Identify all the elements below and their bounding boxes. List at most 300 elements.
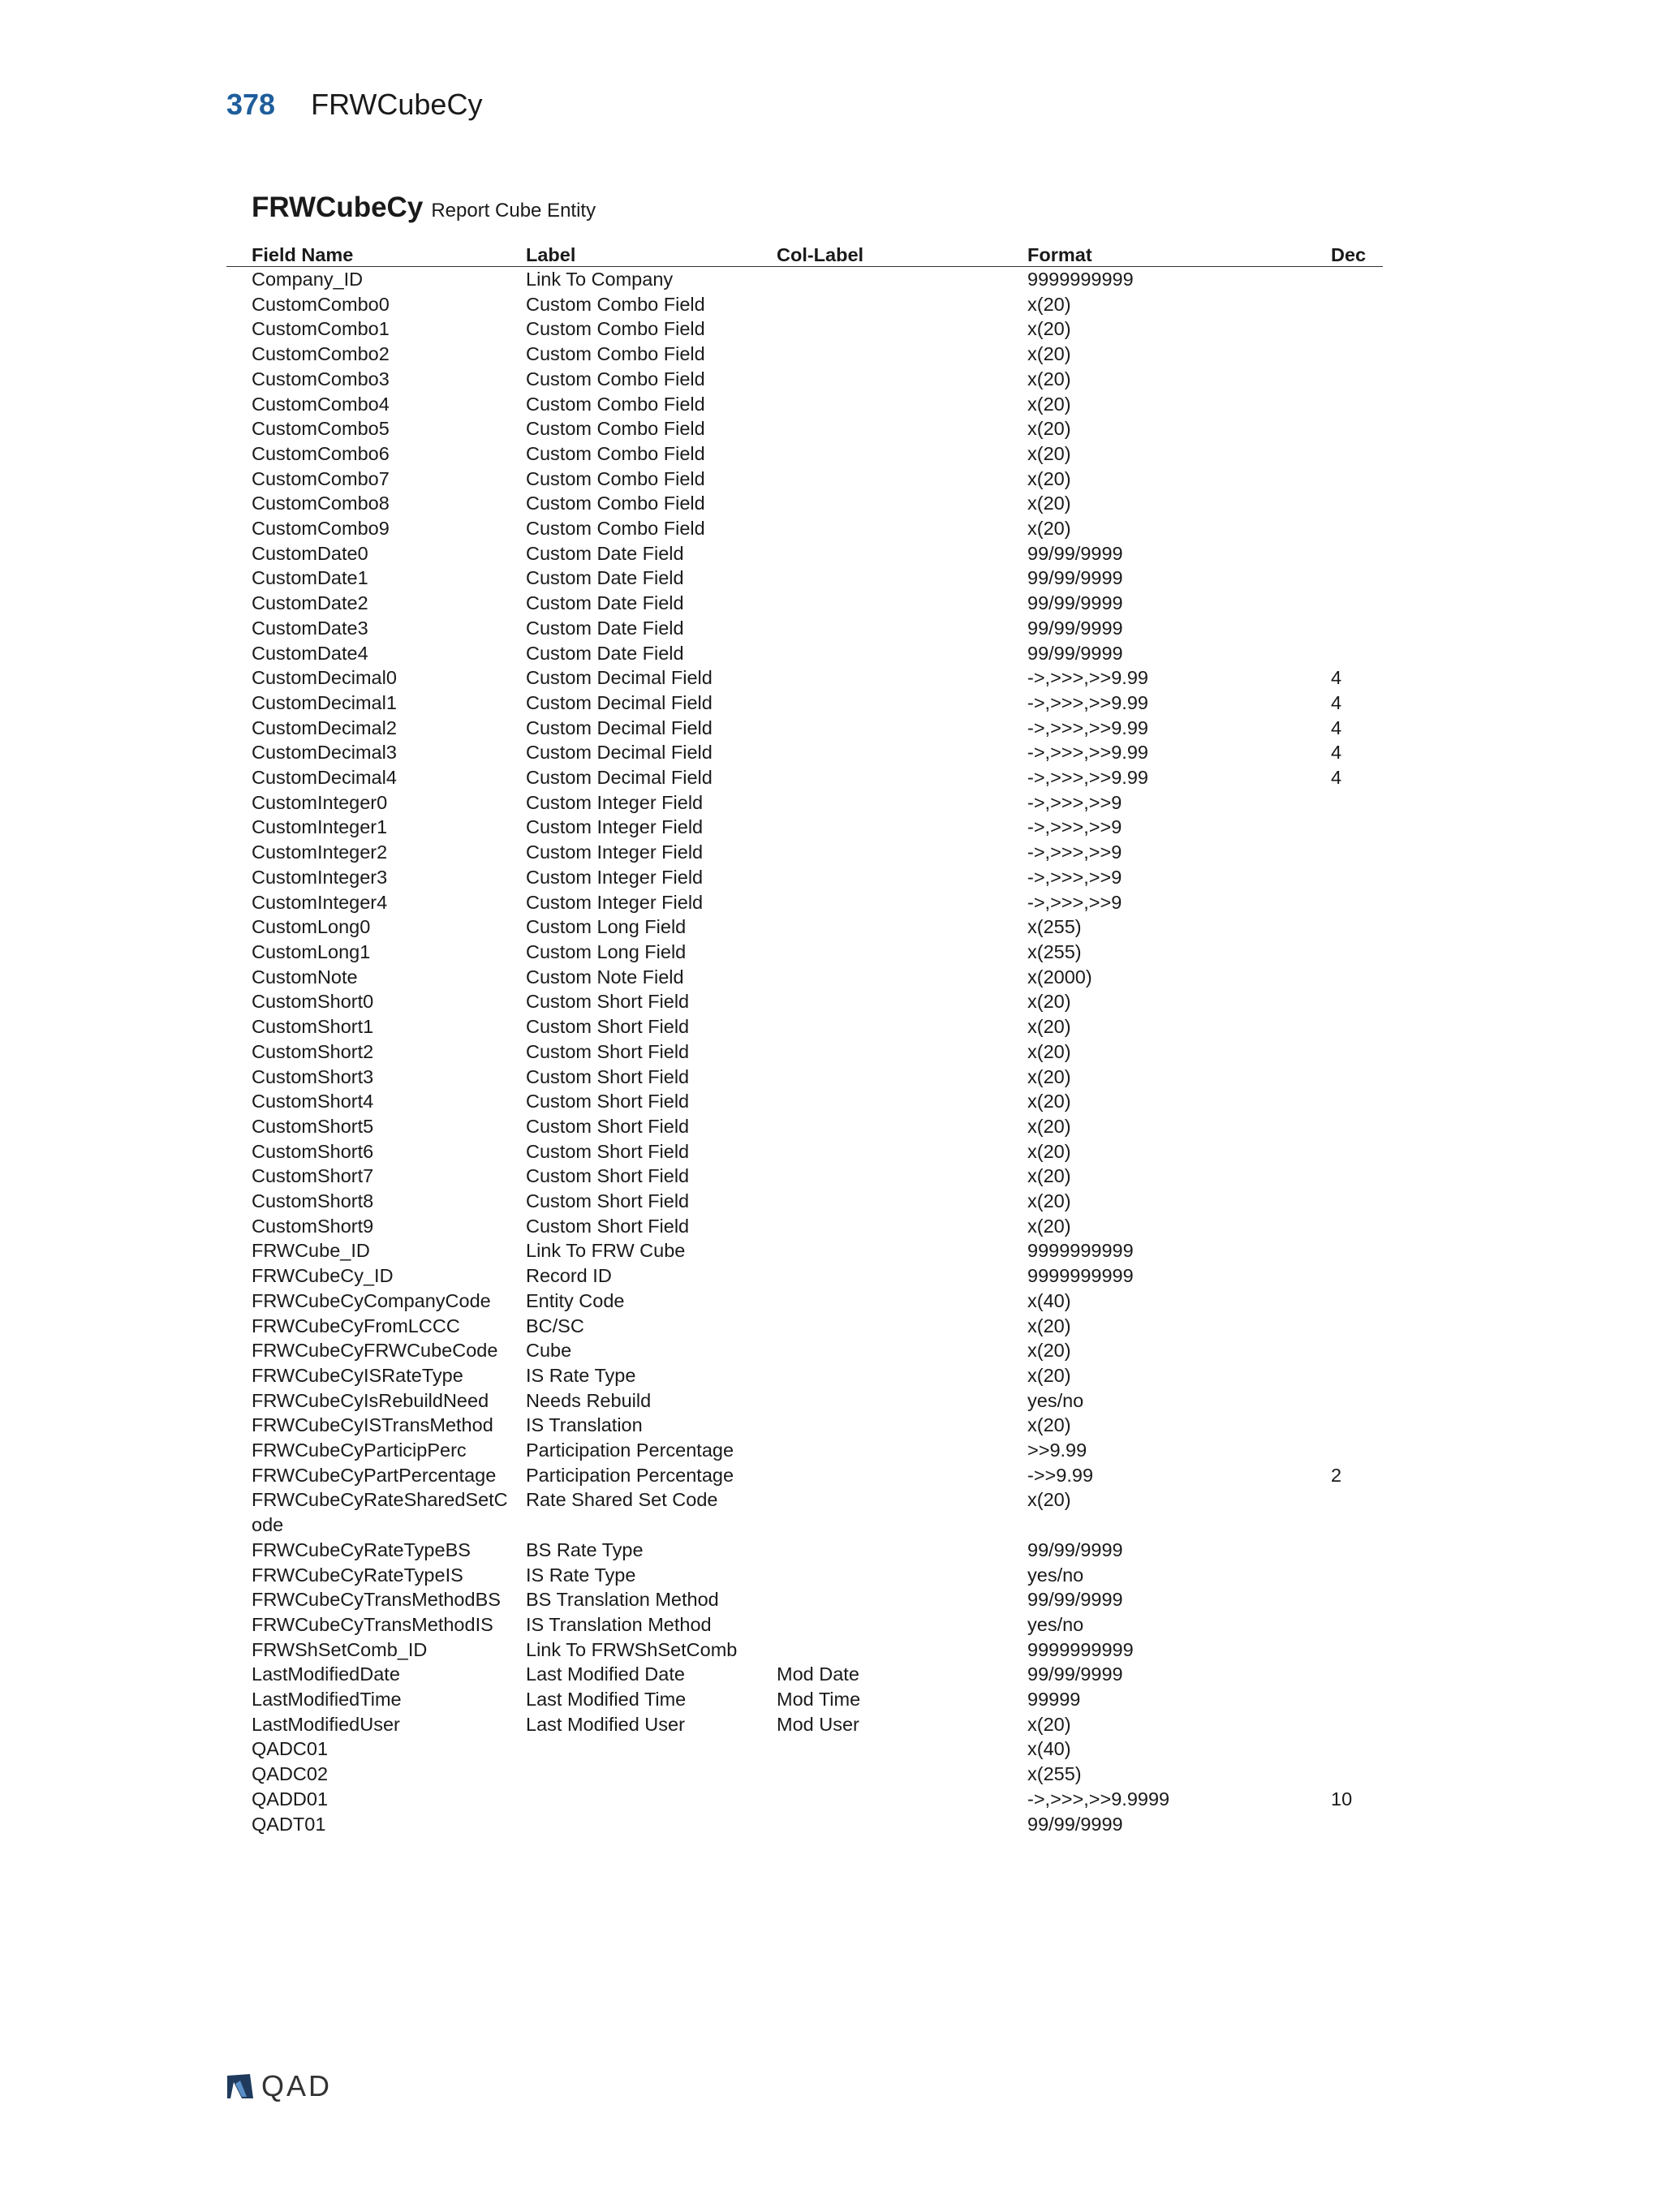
label-cell: IS Translation xyxy=(526,1414,643,1436)
format-cell: ->,>>>,>>9 xyxy=(1027,816,1122,838)
dec-cell xyxy=(1331,1238,1383,1263)
dec-cell xyxy=(1331,1114,1383,1139)
field-name-cell: QADC01 xyxy=(252,1738,329,1760)
col-label-cell xyxy=(769,865,1019,890)
col-label-cell xyxy=(769,1587,1019,1612)
label-cell: Custom Date Field xyxy=(526,567,684,589)
col-label-cell xyxy=(769,1637,1019,1663)
label-cell: Participation Percentage xyxy=(526,1440,734,1461)
label-cell: Custom Combo Field xyxy=(526,518,705,540)
format-cell: x(20) xyxy=(1027,1489,1071,1511)
format-cell: 99/99/9999 xyxy=(1027,1539,1123,1560)
field-name-cell: CustomDate1 xyxy=(252,567,368,589)
table-row xyxy=(226,1189,1383,1214)
dec-cell xyxy=(1331,940,1383,965)
format-cell: x(20) xyxy=(1027,467,1071,489)
label-cell: Custom Decimal Field xyxy=(526,767,713,789)
label-cell: Rate Shared Set Code xyxy=(526,1489,718,1511)
label-cell: Custom Integer Field xyxy=(526,816,704,838)
col-label-cell xyxy=(769,1563,1019,1588)
format-cell: 99999 xyxy=(1027,1689,1081,1711)
format-cell: x(255) xyxy=(1027,940,1082,962)
dec-cell xyxy=(1331,267,1383,292)
column-header-label: Label xyxy=(518,242,769,267)
table-row xyxy=(226,691,1383,716)
field-name-cell: LastModifiedTime xyxy=(252,1689,402,1711)
col-label-cell xyxy=(769,740,1019,765)
dec-cell xyxy=(1331,840,1383,865)
format-cell: x(20) xyxy=(1027,1065,1071,1087)
dec-cell xyxy=(1331,1065,1383,1090)
col-label-cell xyxy=(769,1736,1019,1762)
dec-cell: 4 xyxy=(1331,742,1342,764)
label-cell xyxy=(518,1787,769,1812)
table-row xyxy=(226,566,1383,591)
table-header-row xyxy=(226,242,1383,267)
field-name-cell: CustomDecimal2 xyxy=(252,717,397,738)
label-cell: BC/SC xyxy=(526,1315,584,1336)
label-cell: Custom Combo Field xyxy=(526,318,705,340)
table-row xyxy=(226,1338,1383,1363)
format-cell: x(20) xyxy=(1027,318,1071,340)
format-cell: 99/99/9999 xyxy=(1027,542,1123,564)
label-cell: Custom Integer Field xyxy=(526,891,704,913)
dec-cell xyxy=(1331,1438,1383,1463)
format-cell: x(20) xyxy=(1027,1091,1071,1112)
table-name: FRWCubeCy xyxy=(252,192,424,223)
field-name-cell: CustomShort2 xyxy=(252,1040,374,1062)
field-name-cell: FRWCubeCyTransMethodIS xyxy=(252,1613,493,1635)
label-cell: Last Modified Date xyxy=(526,1663,685,1685)
col-label-cell xyxy=(769,1314,1019,1339)
table-row xyxy=(226,441,1383,467)
format-cell: x(20) xyxy=(1027,368,1071,389)
qad-logo xyxy=(226,2069,333,2102)
table-row xyxy=(226,1587,1383,1612)
label-cell: Custom Combo Field xyxy=(526,343,705,365)
table-row xyxy=(226,1736,1383,1762)
format-cell: 9999999999 xyxy=(1027,1265,1134,1287)
table-row xyxy=(226,940,1383,965)
format-cell: x(20) xyxy=(1027,1414,1071,1436)
field-name-cell: CustomCombo1 xyxy=(252,318,390,340)
label-cell: Custom Short Field xyxy=(526,1190,690,1212)
field-name-cell: QADC02 xyxy=(252,1763,329,1785)
label-cell: Custom Short Field xyxy=(526,1016,690,1038)
label-cell: Custom Date Field xyxy=(526,617,684,639)
label-cell: Cube xyxy=(526,1340,572,1362)
col-label-cell xyxy=(769,342,1019,367)
label-cell: Link To Company xyxy=(526,269,674,290)
field-name-cell: CustomCombo8 xyxy=(252,493,390,514)
col-label-cell xyxy=(769,790,1019,816)
table-row xyxy=(226,840,1383,865)
dec-cell xyxy=(1331,1612,1383,1637)
field-name-cell: CustomCombo3 xyxy=(252,368,390,389)
dec-cell xyxy=(1331,441,1383,467)
dec-cell: 2 xyxy=(1331,1464,1342,1486)
col-label-cell xyxy=(769,691,1019,716)
format-cell: ->,>>>,>>9 xyxy=(1027,791,1122,813)
field-name-cell: FRWCubeCyTransMethodBS xyxy=(252,1589,501,1611)
col-label-cell xyxy=(769,1214,1019,1239)
field-name-cell: CustomShort3 xyxy=(252,1065,374,1087)
format-cell: x(20) xyxy=(1027,1713,1071,1735)
label-cell: Custom Decimal Field xyxy=(526,691,713,713)
format-cell: x(20) xyxy=(1027,518,1071,540)
label-cell: Custom Integer Field xyxy=(526,866,704,888)
col-label-cell xyxy=(769,1612,1019,1637)
field-name-cell: FRWCubeCyRateSharedSetCode xyxy=(252,1489,508,1536)
dec-cell xyxy=(1331,1637,1383,1663)
field-name-cell: FRWCubeCyIsRebuildNeed xyxy=(252,1389,489,1411)
field-name-cell: FRWCubeCyPartPercentage xyxy=(252,1464,497,1486)
label-cell: Record ID xyxy=(526,1265,612,1287)
format-cell: ->,>>>,>>9.99 xyxy=(1027,717,1148,738)
format-cell: 99/99/9999 xyxy=(1027,617,1123,639)
field-name-cell: CustomInteger1 xyxy=(252,816,388,838)
field-name-cell: CustomCombo5 xyxy=(252,418,390,440)
dec-cell xyxy=(1331,1687,1383,1712)
col-label-cell xyxy=(769,1388,1019,1414)
dec-cell: 4 xyxy=(1331,691,1342,713)
table-row xyxy=(226,641,1383,666)
field-name-cell: FRWCube_ID xyxy=(252,1240,370,1262)
field-name-cell: CustomCombo6 xyxy=(252,442,390,464)
table-row xyxy=(226,1289,1383,1314)
label-cell: Custom Long Field xyxy=(526,916,687,938)
col-label-cell xyxy=(769,914,1019,940)
col-label-cell xyxy=(769,1114,1019,1139)
label-cell: Custom Combo Field xyxy=(526,467,705,489)
label-cell: Custom Long Field xyxy=(526,940,687,962)
dec-cell xyxy=(1331,367,1383,392)
table-row xyxy=(226,890,1383,915)
field-name-cell: CustomLong1 xyxy=(252,940,371,962)
dec-cell xyxy=(1331,1314,1383,1339)
format-cell: ->,>>>,>>9.99 xyxy=(1027,691,1148,713)
field-name-cell: Company_ID xyxy=(252,269,364,290)
table-row xyxy=(226,416,1383,441)
table-row xyxy=(226,1139,1383,1164)
format-cell: x(20) xyxy=(1027,1040,1071,1062)
dec-cell xyxy=(1331,641,1383,666)
field-name-cell: FRWCubeCyParticipPerc xyxy=(252,1440,467,1461)
table-row xyxy=(226,1787,1383,1812)
field-name-cell: CustomShort1 xyxy=(252,1016,374,1038)
dec-cell xyxy=(1331,491,1383,516)
table-description: Report Cube Entity xyxy=(431,200,596,222)
label-cell xyxy=(518,1736,769,1762)
col-label-cell xyxy=(769,1413,1019,1438)
col-label-cell xyxy=(769,815,1019,840)
dec-cell xyxy=(1331,1662,1383,1687)
dec-cell: 4 xyxy=(1331,667,1342,689)
dec-cell xyxy=(1331,1263,1383,1289)
col-label-cell xyxy=(769,1787,1019,1812)
col-label-cell xyxy=(769,1762,1019,1787)
format-cell: 99/99/9999 xyxy=(1027,1813,1123,1835)
dec-cell xyxy=(1331,566,1383,591)
table-row xyxy=(226,865,1383,890)
column-header-format: Format xyxy=(1019,242,1331,267)
dec-cell xyxy=(1331,1363,1383,1388)
dec-cell xyxy=(1331,1538,1383,1563)
table-row xyxy=(226,1388,1383,1414)
field-name-cell: CustomShort8 xyxy=(252,1190,374,1212)
table-row xyxy=(226,1363,1383,1388)
dec-cell xyxy=(1331,1413,1383,1438)
page-header-title: FRWCubeCy xyxy=(311,88,483,121)
dec-cell xyxy=(1331,541,1383,566)
field-name-cell: LastModifiedDate xyxy=(252,1663,400,1685)
dec-cell xyxy=(1331,316,1383,342)
label-cell: Custom Short Field xyxy=(526,1165,690,1187)
table-row xyxy=(226,1538,1383,1563)
col-label-cell: Mod Date xyxy=(777,1663,859,1685)
field-name-cell: LastModifiedUser xyxy=(252,1713,400,1735)
format-cell: x(40) xyxy=(1027,1738,1071,1760)
label-cell: BS Rate Type xyxy=(526,1539,644,1560)
field-name-cell: CustomShort5 xyxy=(252,1115,374,1137)
col-label-cell xyxy=(769,1189,1019,1214)
col-label-cell xyxy=(769,965,1019,990)
format-cell: 99/99/9999 xyxy=(1027,592,1123,614)
col-label-cell xyxy=(769,1089,1019,1114)
dec-cell xyxy=(1331,1014,1383,1039)
format-cell: 9999999999 xyxy=(1027,269,1134,290)
format-cell: x(2000) xyxy=(1027,966,1092,988)
col-label-cell xyxy=(769,416,1019,441)
field-name-cell: CustomInteger4 xyxy=(252,891,388,913)
col-label-cell xyxy=(769,1014,1019,1039)
format-cell: x(20) xyxy=(1027,343,1071,365)
field-name-cell: CustomInteger2 xyxy=(252,841,388,863)
format-cell: ->,>>>,>>9.9999 xyxy=(1027,1788,1170,1810)
format-cell: yes/no xyxy=(1027,1613,1084,1635)
format-cell: ->,>>>,>>9 xyxy=(1027,891,1122,913)
table-row xyxy=(226,1563,1383,1588)
dec-cell xyxy=(1331,1089,1383,1114)
format-cell: x(20) xyxy=(1027,293,1071,315)
column-header-col-label: Col-Label xyxy=(769,242,1019,267)
dec-cell xyxy=(1331,1487,1383,1537)
dec-cell xyxy=(1331,1587,1383,1612)
label-cell: Custom Decimal Field xyxy=(526,742,713,764)
col-label-cell xyxy=(769,616,1019,641)
table-row xyxy=(226,1089,1383,1114)
dec-cell xyxy=(1331,1214,1383,1239)
field-name-cell: QADT01 xyxy=(252,1813,326,1835)
format-cell: x(20) xyxy=(1027,1165,1071,1187)
label-cell: IS Rate Type xyxy=(526,1564,636,1586)
table-row xyxy=(226,1039,1383,1065)
field-name-cell: CustomDate0 xyxy=(252,542,368,564)
dec-cell xyxy=(1331,790,1383,816)
format-cell: 99/99/9999 xyxy=(1027,1589,1123,1611)
col-label-cell xyxy=(769,1363,1019,1388)
dec-cell xyxy=(1331,1388,1383,1414)
label-cell: IS Rate Type xyxy=(526,1364,636,1386)
table-title xyxy=(252,192,596,224)
table-row xyxy=(226,342,1383,367)
col-label-cell xyxy=(769,316,1019,342)
dec-cell: 4 xyxy=(1331,717,1342,738)
label-cell: Custom Short Field xyxy=(526,1065,690,1087)
col-label-cell xyxy=(769,1139,1019,1164)
dec-cell xyxy=(1331,865,1383,890)
field-name-cell: FRWShSetComb_ID xyxy=(252,1638,428,1660)
dec-cell: 10 xyxy=(1331,1788,1353,1810)
col-label-cell xyxy=(769,641,1019,666)
page-header xyxy=(226,88,482,128)
field-name-cell: FRWCubeCyISTransMethod xyxy=(252,1414,493,1436)
field-name-cell: CustomInteger0 xyxy=(252,791,388,813)
field-table xyxy=(226,242,1383,1836)
dec-cell xyxy=(1331,392,1383,417)
col-label-cell xyxy=(769,940,1019,965)
table-row xyxy=(226,616,1383,641)
field-name-cell: CustomDate2 xyxy=(252,592,368,614)
col-label-cell xyxy=(769,292,1019,317)
table-row xyxy=(226,1762,1383,1787)
col-label-cell xyxy=(769,591,1019,616)
format-cell: x(20) xyxy=(1027,393,1071,415)
label-cell: IS Translation Method xyxy=(526,1613,712,1635)
label-cell: Custom Note Field xyxy=(526,966,684,988)
label-cell: Custom Combo Field xyxy=(526,493,705,514)
table-row xyxy=(226,765,1383,790)
format-cell: 9999999999 xyxy=(1027,1638,1134,1660)
page-number: 378 xyxy=(226,88,276,121)
format-cell: ->,>>>,>>9.99 xyxy=(1027,767,1148,789)
label-cell: Custom Date Field xyxy=(526,592,684,614)
label-cell: Participation Percentage xyxy=(526,1464,734,1486)
field-name-cell: CustomCombo0 xyxy=(252,293,390,315)
format-cell: x(20) xyxy=(1027,991,1071,1013)
field-name-cell: CustomDecimal3 xyxy=(252,742,397,764)
field-name-cell: CustomShort0 xyxy=(252,991,374,1013)
field-name-cell: CustomShort4 xyxy=(252,1091,374,1112)
format-cell: ->>9.99 xyxy=(1027,1464,1094,1486)
dec-cell xyxy=(1331,815,1383,840)
column-header-dec: Dec xyxy=(1331,242,1383,267)
table-row xyxy=(226,1637,1383,1663)
format-cell: x(20) xyxy=(1027,418,1071,440)
format-cell: x(20) xyxy=(1027,1115,1071,1137)
dec-cell xyxy=(1331,1139,1383,1164)
col-label-cell xyxy=(769,1538,1019,1563)
field-name-cell: FRWCubeCy_ID xyxy=(252,1265,394,1287)
table-row xyxy=(226,367,1383,392)
table-row xyxy=(226,1014,1383,1039)
col-label-cell xyxy=(769,541,1019,566)
field-name-cell: CustomDecimal0 xyxy=(252,667,397,689)
table-row xyxy=(226,292,1383,317)
label-cell: BS Translation Method xyxy=(526,1589,719,1611)
format-cell: x(20) xyxy=(1027,1364,1071,1386)
label-cell: Custom Combo Field xyxy=(526,418,705,440)
field-name-cell: CustomNote xyxy=(252,966,358,988)
field-name-cell: CustomCombo4 xyxy=(252,393,390,415)
table-row xyxy=(226,965,1383,990)
col-label-cell xyxy=(769,1039,1019,1065)
field-name-cell: CustomShort7 xyxy=(252,1165,374,1187)
table-row xyxy=(226,1612,1383,1637)
field-name-cell: CustomInteger3 xyxy=(252,866,388,888)
dec-cell xyxy=(1331,1712,1383,1737)
format-cell: ->,>>>,>>9 xyxy=(1027,866,1122,888)
dec-cell xyxy=(1331,292,1383,317)
col-label-cell xyxy=(769,716,1019,741)
col-label-cell xyxy=(769,1438,1019,1463)
field-name-cell: FRWCubeCyCompanyCode xyxy=(252,1289,491,1311)
label-cell xyxy=(518,1812,769,1837)
table-row xyxy=(226,989,1383,1014)
label-cell: Custom Combo Field xyxy=(526,368,705,389)
col-label-cell xyxy=(769,467,1019,492)
table-row xyxy=(226,316,1383,342)
dec-cell xyxy=(1331,1338,1383,1363)
field-name-cell: CustomCombo9 xyxy=(252,518,390,540)
format-cell: 99/99/9999 xyxy=(1027,1663,1123,1685)
table-row xyxy=(226,491,1383,516)
field-name-cell: FRWCubeCyFRWCubeCode xyxy=(252,1340,498,1362)
label-cell: Link To FRW Cube xyxy=(526,1240,686,1262)
col-label-cell xyxy=(769,441,1019,467)
table-row xyxy=(226,467,1383,492)
col-label-cell xyxy=(769,1065,1019,1090)
col-label-cell xyxy=(769,890,1019,915)
label-cell: Custom Combo Field xyxy=(526,393,705,415)
dec-cell xyxy=(1331,1563,1383,1588)
col-label-cell xyxy=(769,1289,1019,1314)
col-label-cell xyxy=(769,1164,1019,1189)
dec-cell xyxy=(1331,591,1383,616)
label-cell: Custom Decimal Field xyxy=(526,717,713,738)
label-cell: Custom Short Field xyxy=(526,991,690,1013)
format-cell: x(20) xyxy=(1027,1215,1071,1237)
field-name-cell: FRWCubeCyRateTypeBS xyxy=(252,1539,471,1560)
label-cell: Custom Short Field xyxy=(526,1040,690,1062)
col-label-cell xyxy=(769,367,1019,392)
label-cell: Last Modified Time xyxy=(526,1689,687,1711)
dec-cell xyxy=(1331,989,1383,1014)
format-cell: yes/no xyxy=(1027,1564,1084,1586)
col-label-cell xyxy=(769,516,1019,541)
table-body xyxy=(226,267,1383,1837)
table-row xyxy=(226,1438,1383,1463)
table-row xyxy=(226,516,1383,541)
format-cell: 99/99/9999 xyxy=(1027,642,1123,664)
dec-cell xyxy=(1331,1289,1383,1314)
dec-cell xyxy=(1331,1762,1383,1787)
table-row xyxy=(226,1114,1383,1139)
table-row xyxy=(226,1463,1383,1488)
field-name-cell: CustomCombo2 xyxy=(252,343,390,365)
table-row xyxy=(226,267,1383,292)
table-row xyxy=(226,740,1383,765)
field-name-cell: FRWCubeCyRateTypeIS xyxy=(252,1564,463,1586)
field-name-cell: CustomLong0 xyxy=(252,916,371,938)
label-cell: Custom Short Field xyxy=(526,1140,690,1162)
format-cell: x(20) xyxy=(1027,442,1071,464)
qad-logo-icon xyxy=(226,2072,255,2100)
column-header-field-name: Field Name xyxy=(226,242,518,267)
table-row xyxy=(226,591,1383,616)
col-label-cell xyxy=(769,1487,1019,1537)
table-row xyxy=(226,1263,1383,1289)
